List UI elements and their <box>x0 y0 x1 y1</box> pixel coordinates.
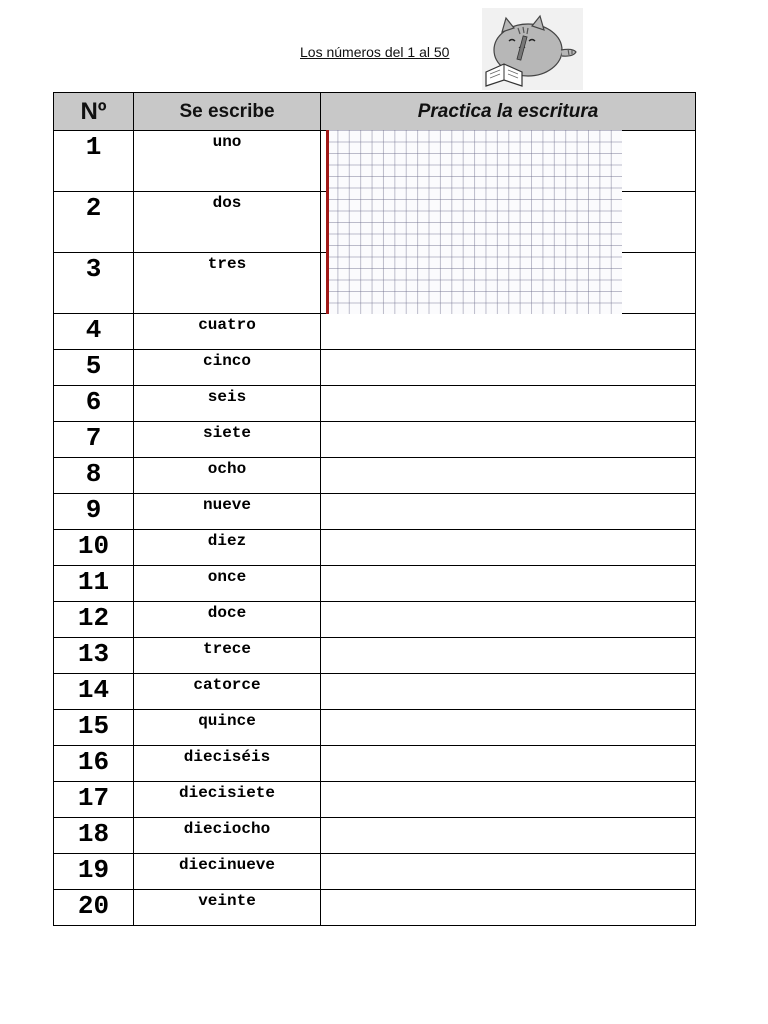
row-word: siete <box>134 422 321 458</box>
row-word: dieciocho <box>134 818 321 854</box>
row-number: 13 <box>54 638 134 674</box>
practice-cell[interactable] <box>321 674 696 710</box>
table-row <box>54 530 696 566</box>
row-number: 3 <box>54 253 134 314</box>
row-word: cinco <box>134 350 321 386</box>
practice-cell[interactable] <box>321 638 696 674</box>
table-row <box>54 746 696 782</box>
column-header-number: Nº <box>54 93 134 131</box>
row-number: 6 <box>54 386 134 422</box>
cat-reading-icon <box>482 8 583 90</box>
practice-cell[interactable] <box>321 746 696 782</box>
row-number: 5 <box>54 350 134 386</box>
practice-cell[interactable] <box>321 782 696 818</box>
row-number: 15 <box>54 710 134 746</box>
table-row <box>54 818 696 854</box>
practice-cell[interactable] <box>321 350 696 386</box>
practice-cell[interactable] <box>321 422 696 458</box>
practice-cell[interactable] <box>321 818 696 854</box>
table-row <box>54 386 696 422</box>
row-word: quince <box>134 710 321 746</box>
table-row <box>54 458 696 494</box>
row-word: dieciséis <box>134 746 321 782</box>
row-number: 16 <box>54 746 134 782</box>
page-title: Los números del 1 al 50 <box>300 44 450 60</box>
row-number: 11 <box>54 566 134 602</box>
row-number: 10 <box>54 530 134 566</box>
row-number: 20 <box>54 890 134 926</box>
row-word: diecinueve <box>134 854 321 890</box>
table-row <box>54 602 696 638</box>
practice-cell[interactable] <box>321 314 696 350</box>
table-row <box>54 566 696 602</box>
table-row <box>54 314 696 350</box>
table-row <box>54 422 696 458</box>
practice-margin-line <box>326 130 329 314</box>
row-word: once <box>134 566 321 602</box>
row-word: catorce <box>134 674 321 710</box>
table-row <box>54 638 696 674</box>
table-row <box>54 494 696 530</box>
column-header-written: Se escribe <box>134 93 321 131</box>
row-word: veinte <box>134 890 321 926</box>
row-word: diez <box>134 530 321 566</box>
row-word: trece <box>134 638 321 674</box>
practice-cell[interactable] <box>321 566 696 602</box>
row-word: ocho <box>134 458 321 494</box>
row-word: doce <box>134 602 321 638</box>
table-row <box>54 890 696 926</box>
practice-cell[interactable] <box>321 530 696 566</box>
row-word: tres <box>134 253 321 314</box>
practice-grid <box>326 130 622 314</box>
table-row <box>54 350 696 386</box>
table-header-row <box>54 93 696 131</box>
table-row <box>54 710 696 746</box>
row-word: cuatro <box>134 314 321 350</box>
row-word: dos <box>134 192 321 253</box>
row-number: 7 <box>54 422 134 458</box>
row-number: 9 <box>54 494 134 530</box>
practice-cell[interactable] <box>321 890 696 926</box>
row-word: diecisiete <box>134 782 321 818</box>
practice-cell[interactable] <box>321 710 696 746</box>
row-number: 18 <box>54 818 134 854</box>
practice-cell[interactable] <box>321 854 696 890</box>
practice-cell[interactable] <box>321 494 696 530</box>
row-number: 14 <box>54 674 134 710</box>
practice-cell[interactable] <box>321 386 696 422</box>
practice-cell[interactable] <box>321 602 696 638</box>
row-word: seis <box>134 386 321 422</box>
table-row <box>54 674 696 710</box>
row-number: 12 <box>54 602 134 638</box>
row-number: 2 <box>54 192 134 253</box>
row-number: 17 <box>54 782 134 818</box>
practice-cell[interactable] <box>321 458 696 494</box>
row-number: 8 <box>54 458 134 494</box>
row-word: nueve <box>134 494 321 530</box>
table-row <box>54 854 696 890</box>
row-number: 1 <box>54 131 134 192</box>
column-header-practice: Practica la escritura <box>321 93 696 131</box>
row-number: 19 <box>54 854 134 890</box>
row-number: 4 <box>54 314 134 350</box>
row-word: uno <box>134 131 321 192</box>
table-row <box>54 782 696 818</box>
